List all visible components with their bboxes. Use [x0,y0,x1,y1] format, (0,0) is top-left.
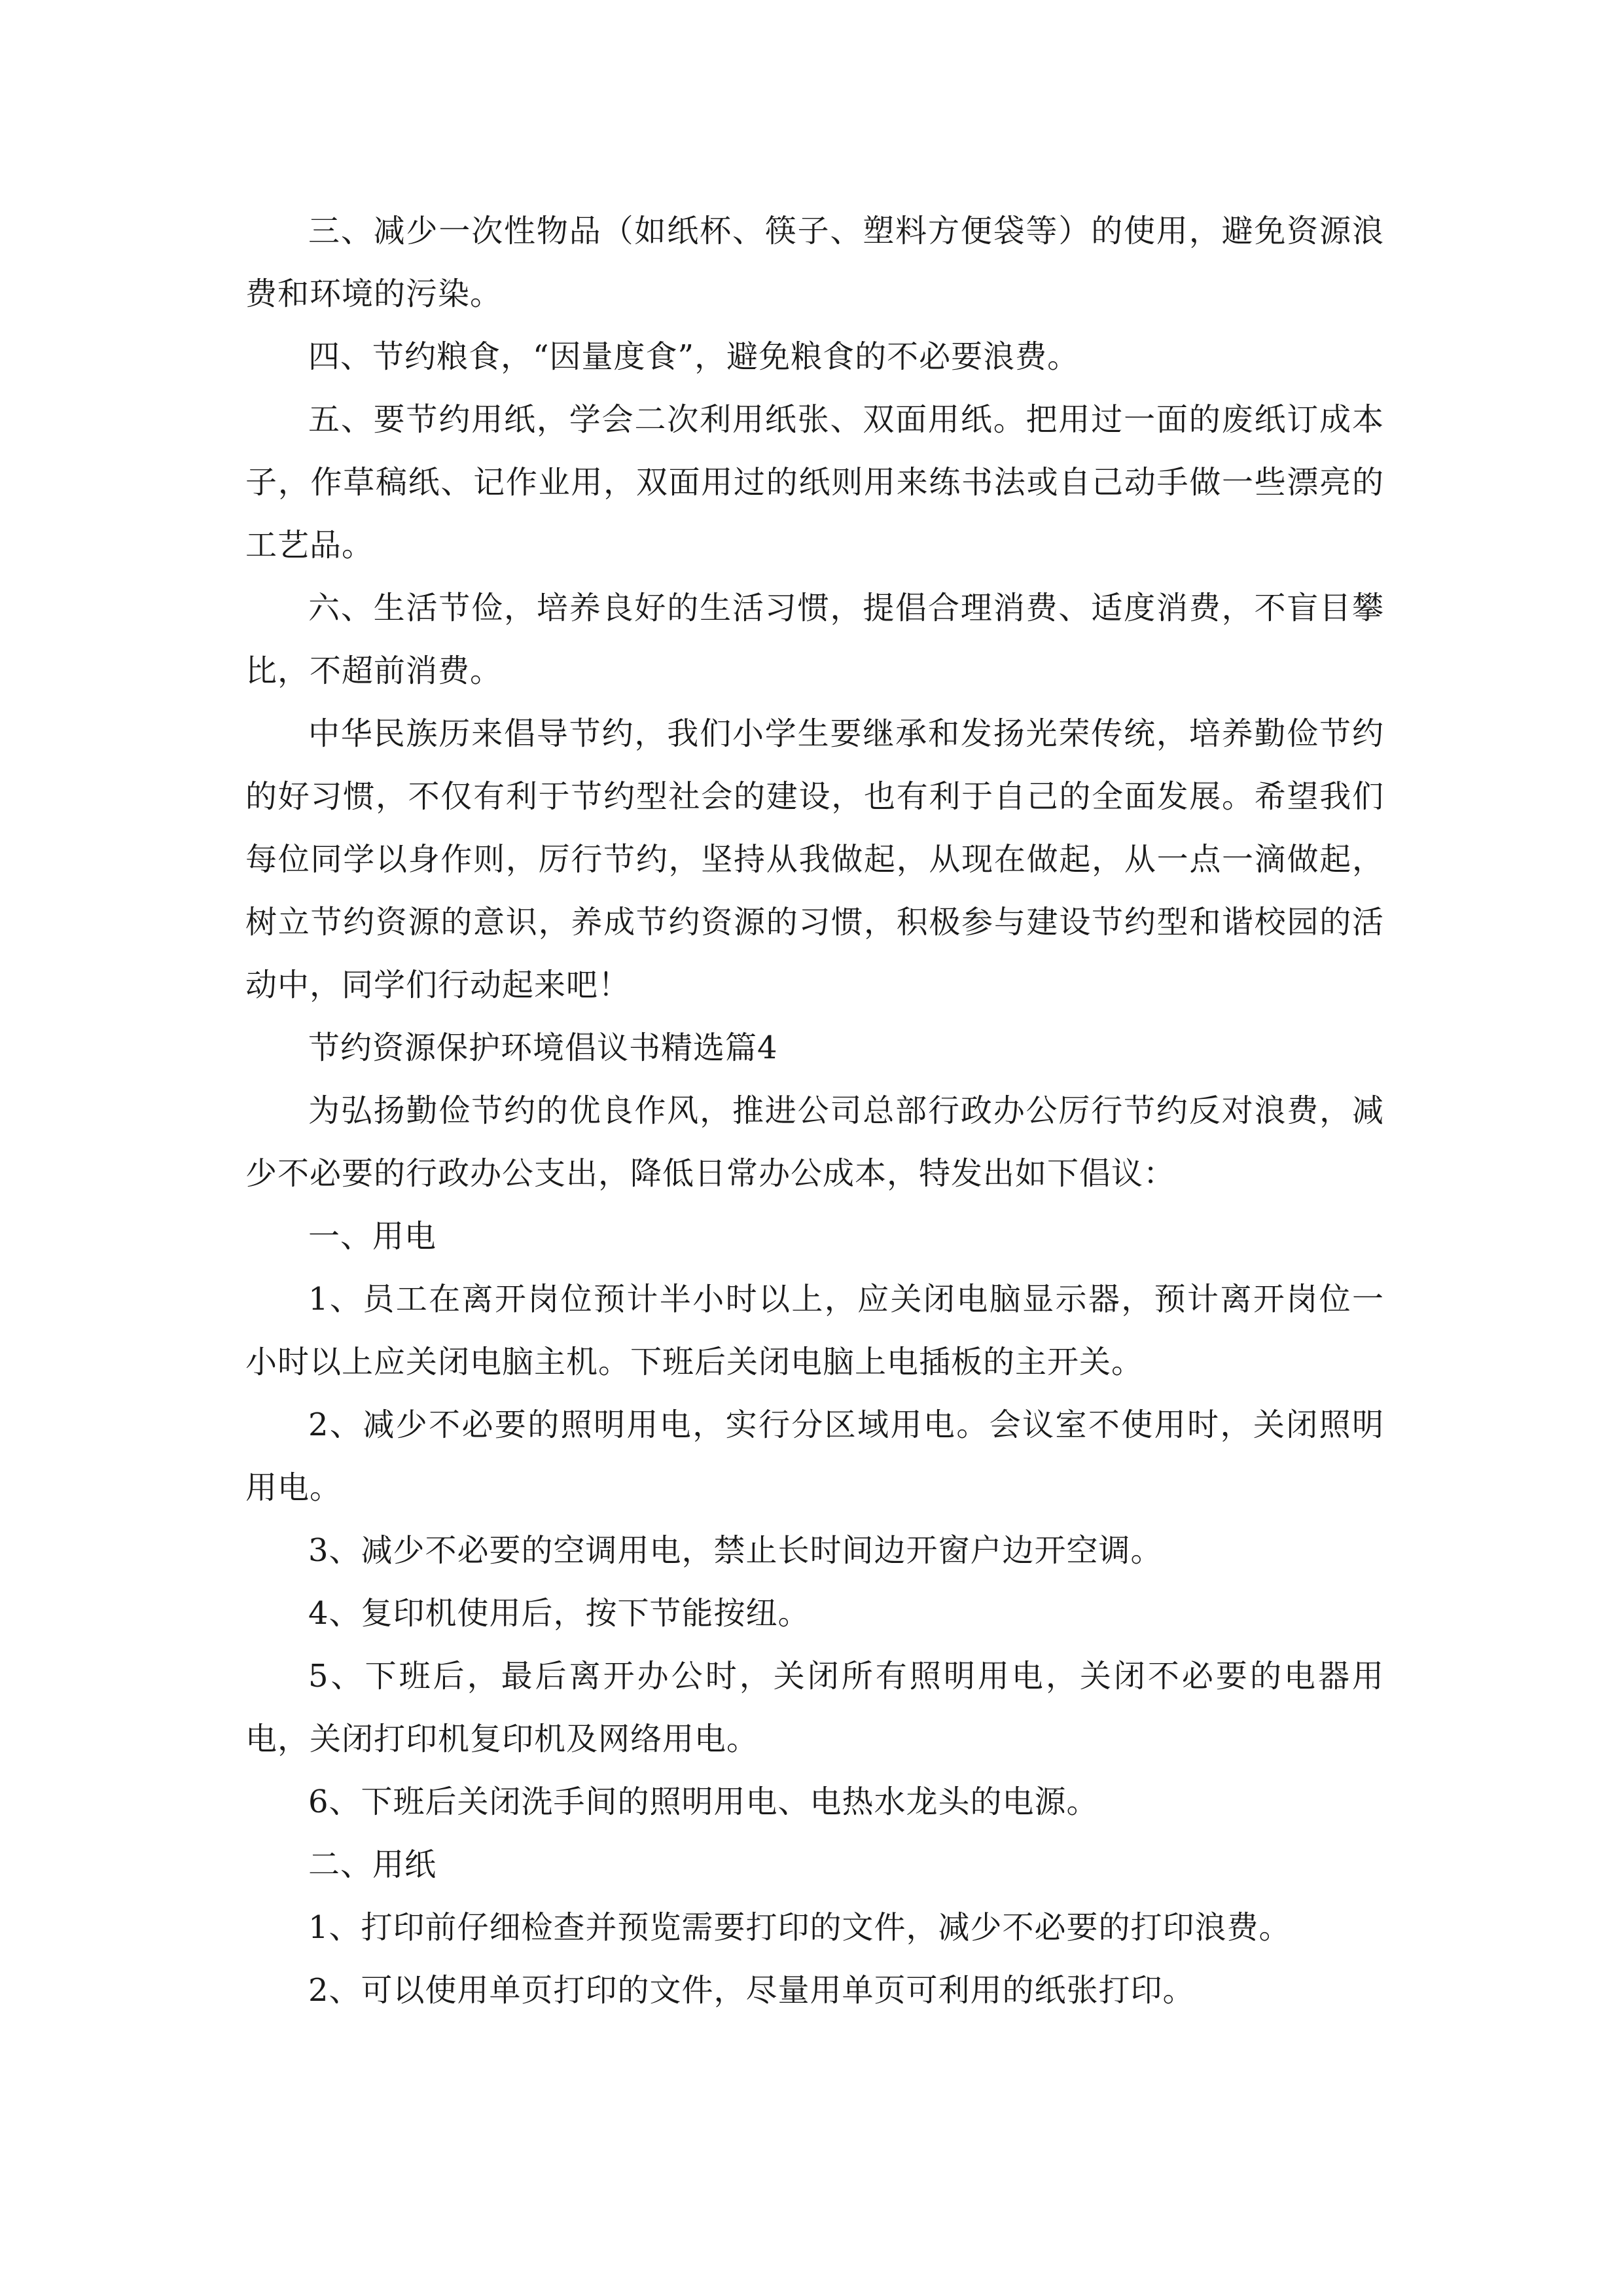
paragraph-item-6: 六、生活节俭，培养良好的生活习惯，提倡合理消费、适度消费，不盲目攀比，不超前消费。 [245,590,1384,689]
paragraph-item-4: 四、节约粮食，“因量度食”，避免粮食的不必要浪费。 [308,338,1080,375]
list-item-electricity-1: 1、员工在离开岗位预计半小时以上，应关闭电脑显示器，预计离开岗位一小时以上应关闭电脑主机。下班后关闭电脑上电插板的主开关。 [245,1281,1384,1380]
paragraph-item-3: 三、减少一次性物品（如纸杯、筷子、塑料方便袋等）的使用，避免资源浪费和环境的污染。 [245,213,1384,312]
list-item-electricity-6: 6、下班后关闭洗手间的照明用电、电热水龙头的电源。 [308,1784,1099,1820]
list-item-electricity-5: 5、下班后，最后离开办公时，关闭所有照明用电，关闭不必要的电器用电，关闭打印机复印机及网络用电。 [245,1658,1384,1757]
list-item-paper-1: 1、打印前仔细检查并预览需要打印的文件，减少不必要的打印浪费。 [308,1909,1291,1946]
document-body [245,200,1384,2022]
paragraph-item-5: 五、要节约用纸，学会二次利用纸张、双面用纸。把用过一面的废纸订成本子，作草稿纸、记作业用，双面用过的纸则用来练书法或自己动手做一些漂亮的工艺品。 [245,401,1384,564]
paragraph-conclusion: 中华民族历来倡导节约，我们小学生要继承和发扬光荣传统，培养勤俭节约的好习惯，不仅有利于节约型社会的建设，也有利于自己的全面发展。希望我们每位同学以身作则，厉行节约，坚持从我做起，从现在做起，从一点一滴做起，树立节约资源的意识，养成节约资源的习惯，积极参与建设节约型和谐校园的活动中，同学们行动起来吧！ [245,715,1384,1003]
list-item-electricity-3: 3、减少不必要的空调用电，禁止长时间边开窗户边开空调。 [308,1532,1163,1569]
paragraph-intro: 为弘扬勤俭节约的优良作风，推进公司总部行政办公厉行节约反对浪费，减少不必要的行政办公支出，降低日常办公成本，特发出如下倡议： [245,1092,1384,1192]
subheading-paper: 二、用纸 [308,1846,437,1883]
section-heading: 节约资源保护环境倡议书精选篇4 [308,1030,778,1066]
list-item-paper-2: 2、可以使用单页打印的文件，尽量用单页可利用的纸张打印。 [308,1972,1195,2009]
list-item-electricity-4: 4、复印机使用后，按下节能按纽。 [308,1595,810,1632]
subheading-electricity: 一、用电 [308,1218,437,1255]
list-item-electricity-2: 2、减少不必要的照明用电，实行分区域用电。会议室不使用时，关闭照明用电。 [245,1407,1384,1506]
